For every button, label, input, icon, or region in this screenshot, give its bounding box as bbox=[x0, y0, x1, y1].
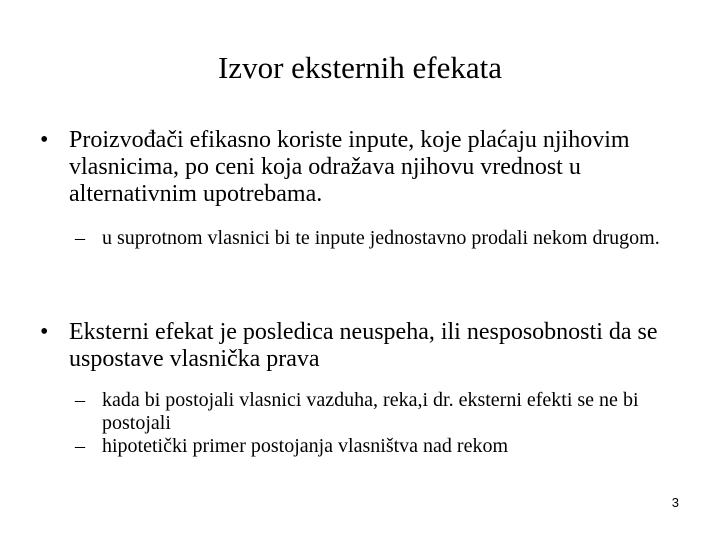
subbullet-text: kada bi postojali vlasnici vazduha, reka,i dr. eksterni efekti se ne bi postojali bbox=[102, 389, 639, 434]
subbullet-list bbox=[0, 227, 720, 250]
page-number: 3 bbox=[671, 495, 679, 510]
subbullet-text: hipotetički primer postojanja vlasništva nad rekom bbox=[102, 435, 509, 457]
bullet-marker: • bbox=[40, 319, 49, 345]
slide-title: Izvor eksternih efekata bbox=[217, 50, 502, 85]
subbullet-marker: – bbox=[75, 227, 85, 249]
bullet-text: Eksterni efekat je posledica neuspeha, ili nesposobnosti da se uspostave vlasnička prava bbox=[69, 319, 658, 372]
subbullet-marker: – bbox=[75, 389, 85, 411]
bullet-block-2 bbox=[0, 319, 720, 458]
subbullet-item bbox=[0, 435, 682, 458]
subbullet-item bbox=[0, 227, 682, 250]
subbullet-item bbox=[0, 389, 682, 435]
subbullet-text: u suprotnom vlasnici bi te inpute jednostavno prodali nekom drugom. bbox=[102, 227, 660, 249]
bullet-marker: • bbox=[40, 127, 49, 153]
subbullet-marker: – bbox=[75, 435, 85, 457]
subbullet-list bbox=[0, 389, 720, 458]
bullet-text: Proizvođači efikasno koriste inpute, koje plaćaju njihovim vlasnicima, po ceni koja odražava njihovu vrednost u alternativnim upotrebama. bbox=[69, 127, 630, 207]
bullet-item bbox=[0, 319, 669, 373]
bullet-block-1 bbox=[0, 127, 720, 250]
bullet-item bbox=[0, 127, 669, 208]
